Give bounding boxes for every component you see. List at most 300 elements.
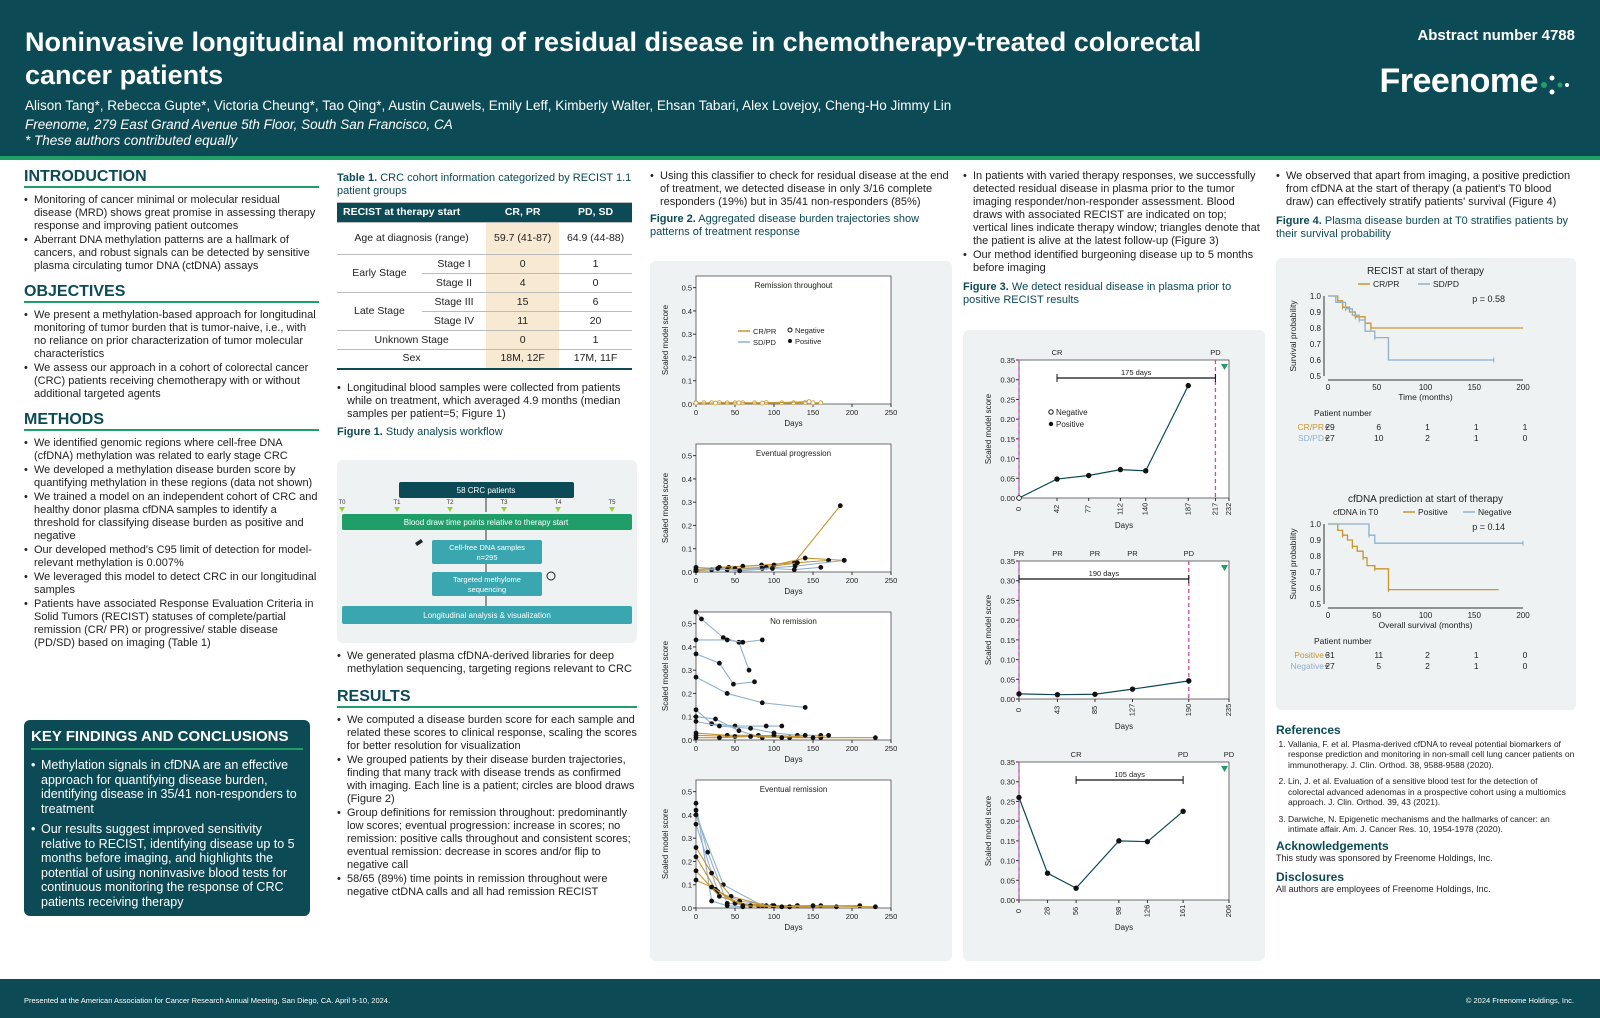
data-point	[780, 905, 784, 909]
data-point	[780, 736, 784, 740]
risk-value: 1	[1522, 422, 1528, 432]
recist-label: PD	[1177, 750, 1189, 759]
data-point	[753, 680, 757, 684]
x-tick-label: 0	[693, 408, 699, 417]
table-cell: Stage I	[422, 255, 486, 274]
risk-value: 2	[1425, 650, 1430, 660]
results-heading: RESULTS	[337, 690, 637, 708]
data-point	[749, 726, 753, 730]
x-tick-label: 200	[845, 408, 859, 417]
y-axis-label: Scaled model score	[984, 795, 993, 867]
workflow-blood: Blood draw time points relative to therapy start	[403, 518, 569, 527]
tube-icon	[415, 539, 423, 546]
data-point	[699, 617, 703, 621]
data-point	[1145, 839, 1150, 844]
risk-value: 5	[1376, 661, 1382, 671]
x-tick-label: 0	[693, 912, 699, 921]
x-axis-label: Overall survival (months)	[1378, 620, 1473, 630]
table1-caption-text: CRC cohort information categorized by RECIST 1.1 patient groups	[337, 172, 632, 197]
plot-frame	[696, 612, 891, 740]
data-point	[694, 708, 698, 712]
list-item: • We leveraged this model to detect CRC in our longitudinal samples	[24, 571, 319, 597]
risk-value: 31	[1325, 650, 1335, 660]
column-3	[650, 170, 950, 239]
data-point	[694, 855, 698, 859]
y-tick-label: 0.30	[1000, 375, 1015, 385]
x-tick-label: 200	[845, 912, 859, 921]
y-tick-label: 0.00	[1000, 494, 1015, 503]
x-axis-label: Days	[784, 419, 803, 428]
list-item: • We generated plasma cfDNA-derived libraries for deep methylation sequencing, targeting regions relevant to CRC	[337, 650, 637, 676]
y-tick-label: 0.8	[1309, 324, 1321, 333]
y-axis-label: Scaled model score	[661, 808, 670, 880]
x-tick-label: 50	[730, 408, 740, 417]
data-point	[694, 736, 698, 740]
legend-label: SD/PD	[753, 338, 776, 347]
list-item: • We observed that apart from imaging, a positive prediction from cfDNA at the start of therapy (a patient's T0 blood draw) can effectively stratify patients' survival (Figure 4)	[1276, 170, 1576, 209]
fig4-panel	[1276, 258, 1576, 710]
legend-marker	[1049, 422, 1053, 426]
legend-title: cfDNA in T0	[1333, 507, 1379, 517]
y-tick-label: 0.25	[1000, 395, 1015, 405]
data-point	[838, 504, 842, 508]
x-tick-label: 190	[1183, 703, 1193, 717]
recist-label: PR	[1013, 549, 1025, 558]
data-point	[717, 894, 721, 898]
data-point	[706, 850, 710, 854]
fig2-caption	[650, 213, 950, 239]
legend-label: CR/PR	[753, 327, 777, 336]
x-tick-label: 127	[1127, 703, 1137, 717]
y-tick-label: 0.15	[1000, 635, 1015, 645]
table-cell: Age at diagnosis (range)	[337, 223, 486, 255]
list-item: • Our developed method's C95 limit of detection for model-relevant methylation is 0.007%	[24, 544, 319, 570]
column-1	[24, 170, 319, 651]
x-tick-label: 0	[1014, 707, 1023, 713]
recist-label: PD	[1223, 750, 1235, 759]
poster-title: Noninvasive longitudinal monitoring of residual disease in chemotherapy-treated colorectal cancer patients	[25, 27, 1202, 90]
data-point	[725, 901, 729, 905]
y-tick-label: 0.4	[681, 474, 692, 484]
y-tick-label: 0.3	[681, 330, 692, 340]
fig1-caption-text: Study analysis workflow	[385, 425, 503, 438]
y-tick-label: 0.35	[1000, 557, 1015, 566]
column-4	[963, 170, 1263, 307]
data-point	[725, 691, 729, 695]
column-5	[1276, 170, 1576, 241]
data-point	[741, 564, 745, 568]
p-value: p = 0.14	[1472, 522, 1505, 532]
y-tick-label: 1.0	[1309, 520, 1321, 529]
data-point	[749, 735, 753, 739]
data-point	[807, 400, 811, 404]
data-point	[710, 885, 714, 889]
x-tick-label: 150	[1467, 383, 1481, 392]
key-findings-heading: KEY FINDINGS AND CONCLUSIONS	[31, 728, 303, 750]
legend-label: Negative	[1056, 408, 1088, 417]
legend-label: Positive	[1056, 420, 1085, 429]
fig3-panel	[963, 330, 1265, 961]
data-point	[716, 567, 720, 571]
list-item: • Patients have associated Response Evaluation Criteria in Solid Tumors (RECIST) statuses of complete/partial remission (CR/ PR) or progressive/ stable disease (PD/SD) based on imaging (Table 1)	[24, 598, 319, 650]
risk-row-label: Positive	[1294, 650, 1324, 660]
y-tick-label: 0.30	[1000, 576, 1015, 586]
data-point	[811, 904, 815, 908]
table-cell: Stage II	[422, 274, 486, 293]
x-tick-label: 56	[1071, 906, 1081, 916]
window-days-label: 190 days	[1088, 569, 1120, 578]
abstract-number: Abstract number 4788	[1417, 27, 1575, 44]
timepoint-marker	[501, 507, 507, 512]
table-cell: 17M, 11F	[559, 350, 632, 369]
timepoint-marker	[339, 507, 345, 512]
x-tick-label: 0	[1014, 506, 1023, 512]
data-point	[747, 668, 751, 672]
objectives-list	[24, 309, 319, 401]
y-tick-label: 0.00	[1000, 896, 1015, 905]
table-cell: 0	[486, 255, 559, 274]
data-point	[1086, 473, 1091, 478]
x-tick-label: 232	[1224, 502, 1233, 516]
references-section	[1276, 725, 1576, 895]
y-tick-label: 0.2	[681, 689, 692, 699]
x-tick-label: 250	[884, 408, 898, 417]
fig3-charts	[963, 330, 1265, 961]
table1-caption-label: Table 1.	[337, 172, 378, 184]
column-2-lower	[337, 650, 637, 900]
legend-label: SD/PD	[1433, 279, 1459, 289]
data-point	[694, 808, 698, 812]
fig3-caption-label: Figure 3.	[963, 281, 1009, 293]
data-point	[1017, 795, 1022, 800]
y-tick-label: 0.10	[1000, 856, 1015, 866]
recist-label: PR	[1127, 549, 1138, 558]
list-item: • We assess our approach in a cohort of colorectal cancer (CRC) patients receiving chemotherapy with or without additional targeted agents	[24, 362, 319, 401]
x-tick-label: 0	[693, 576, 699, 585]
y-axis-label: Scaled model score	[661, 640, 670, 712]
ack-heading: Acknowledgements	[1276, 838, 1389, 853]
workflow-analysis: Longitudinal analysis & visualization	[423, 611, 551, 620]
data-point	[1055, 692, 1060, 697]
y-tick-label: 0.3	[681, 834, 692, 844]
x-tick-label: 42	[1052, 504, 1062, 514]
y-tick-label: 0.7	[1309, 568, 1321, 577]
x-tick-label: 43	[1052, 705, 1062, 715]
equal-contribution-note: * These authors contributed equally	[25, 133, 238, 148]
y-tick-label: 0.9	[1309, 536, 1321, 545]
data-point	[827, 733, 831, 737]
fig2-caption-label: Figure 2.	[650, 213, 696, 225]
data-point	[694, 719, 698, 723]
data-point	[1074, 886, 1079, 891]
poster-header	[0, 0, 1600, 156]
libraries-list	[337, 650, 637, 676]
disc-text: All authors are employees of Freenome Holdings, Inc.	[1276, 884, 1491, 894]
legend-label: Negative	[795, 326, 825, 335]
risk-value: 11	[1374, 650, 1384, 660]
y-axis-label: Survival probability	[1288, 300, 1298, 372]
window-days-label: 175 days	[1120, 368, 1152, 377]
risk-value: 0	[1522, 433, 1528, 443]
workflow-meth-2: sequencing	[467, 585, 507, 594]
objectives-heading: OBJECTIVES	[24, 285, 319, 303]
x-tick-label: 200	[1516, 383, 1530, 392]
x-axis-label: Days	[1114, 722, 1134, 731]
y-tick-label: 0.3	[681, 498, 692, 508]
fig2-charts	[650, 261, 952, 961]
timepoint-marker	[555, 507, 561, 512]
data-point	[694, 675, 698, 679]
data-point	[1045, 871, 1050, 876]
x-tick-label: 98	[1113, 906, 1123, 916]
data-point	[737, 729, 741, 733]
risk-table-title: Patient number	[1314, 636, 1372, 646]
x-tick-label: 250	[884, 744, 898, 753]
data-point	[741, 640, 745, 644]
data-point	[714, 717, 718, 721]
table-cell: 1	[559, 255, 632, 274]
x-tick-label: 50	[1372, 611, 1382, 620]
list-item: • 58/65 (89%) time points in remission throughout were negative ctDNA calls and all had remission RECIST	[337, 873, 637, 899]
x-tick-label: 0	[1014, 908, 1023, 914]
y-tick-label: 0.00	[1000, 695, 1015, 704]
y-tick-label: 0.5	[681, 619, 692, 629]
data-point	[717, 736, 721, 740]
x-tick-label: 200	[845, 576, 859, 585]
y-tick-label: 0.5	[681, 787, 692, 797]
risk-row-label: Negative	[1290, 661, 1324, 671]
table1-caption	[337, 172, 637, 198]
ack-text: This study was sponsored by Freenome Holdings, Inc.	[1276, 853, 1493, 863]
y-tick-label: 0.05	[1000, 675, 1015, 685]
reference-item: 2. Lin, J. et al. Evaluation of a sensitive blood test for the detection of colorectal advanced adenomas in a prospective cohort using a multiomics approach. J. Clin. Orthod. 39, 43 (2021).	[1288, 776, 1576, 808]
legend-marker	[788, 339, 792, 343]
key-findings-list	[31, 758, 303, 909]
list-item: • In patients with varied therapy responses, we successfully detected residual disease in plasma prior to the tumor imaging responder/non-responder assessment. Blood draws with associated RECIST are indicated on top; vertical lines indicate therapy window; triangles denote that the patient is alive at the latest follow-up (Figure 3)	[963, 170, 1263, 248]
survival-list	[1276, 170, 1576, 209]
y-tick-label: 0.30	[1000, 777, 1015, 787]
chart-title: Eventual remission	[759, 785, 828, 794]
data-point	[803, 556, 807, 560]
risk-value: 2	[1425, 661, 1430, 671]
legend-marker	[1049, 410, 1053, 414]
cohort-list	[337, 382, 637, 421]
data-point	[694, 652, 698, 656]
timepoint-label: T3	[500, 500, 508, 506]
affiliation: Freenome, 279 East Grand Avenue 5th Floor, South San Francisco, CA	[25, 117, 453, 132]
table-cell: 20	[559, 312, 632, 331]
y-tick-label: 0.4	[681, 306, 692, 316]
x-tick-label: 50	[730, 744, 740, 753]
data-point	[811, 401, 815, 405]
workflow-cfdna: Cell-free DNA samples	[449, 543, 525, 552]
x-tick-label: 100	[767, 912, 781, 921]
y-tick-label: 0.0	[681, 904, 692, 913]
table-cell: Stage III	[422, 293, 486, 312]
table-cell: 1	[559, 331, 632, 350]
x-tick-label: 150	[806, 912, 820, 921]
data-point	[1055, 477, 1060, 482]
table-cell: Sex	[337, 350, 486, 369]
p-value: p = 0.58	[1472, 294, 1505, 304]
table-header: PD, SD	[559, 203, 632, 223]
data-point	[780, 724, 784, 728]
fig2-caption-text: Aggregated disease burden trajectories show patterns of treatment response	[650, 213, 920, 238]
data-point	[738, 569, 742, 573]
y-tick-label: 0.1	[681, 712, 692, 722]
y-tick-label: 0.3	[681, 666, 692, 676]
y-tick-label: 0.5	[1309, 372, 1321, 381]
timepoint-label: T1	[393, 500, 401, 506]
table-header: RECIST at therapy start	[337, 203, 486, 223]
header-stripe	[0, 156, 1600, 160]
table-header: CR, PR	[486, 203, 559, 223]
y-tick-label: 0.20	[1000, 817, 1015, 827]
timepoint-label: T5	[608, 500, 616, 506]
data-point	[1143, 468, 1148, 473]
poster-footer	[0, 979, 1600, 1018]
data-point	[760, 701, 764, 705]
y-tick-label: 0.25	[1000, 596, 1015, 606]
data-point	[770, 567, 774, 571]
y-tick-label: 1.0	[1309, 292, 1321, 301]
data-point	[741, 904, 745, 908]
x-tick-label: 250	[884, 912, 898, 921]
list-item: • We present a methylation-based approach for longitudinal monitoring of tumor burden that is tumor-naive, i.e., with no reliance on prior characterization of tumor molecular characteristics	[24, 309, 319, 361]
table-cell: Late Stage	[337, 293, 422, 331]
fig3-caption	[963, 281, 1263, 307]
data-point	[792, 401, 796, 405]
gear-icon	[547, 572, 555, 580]
y-tick-label: 0.5	[681, 283, 692, 293]
key-findings-box	[24, 720, 310, 916]
data-point	[737, 401, 741, 405]
column-2	[337, 172, 637, 439]
fig3-caption-text: We detect residual disease in plasma prior to positive RECIST results	[963, 281, 1232, 306]
table-cell: 0	[486, 331, 559, 350]
fig4-caption	[1276, 215, 1576, 241]
y-tick-label: 0.0	[681, 400, 692, 409]
recist-label: CR	[1070, 750, 1082, 759]
workflow-n: n=295	[476, 553, 498, 562]
x-axis-label: Days	[1114, 923, 1134, 932]
x-tick-label: 235	[1224, 703, 1233, 717]
x-tick-label: 217	[1210, 502, 1220, 516]
y-axis-label: Scaled model score	[984, 393, 993, 465]
x-tick-label: 140	[1140, 502, 1150, 516]
methods-heading: METHODS	[24, 413, 319, 431]
y-tick-label: 0.1	[681, 376, 692, 386]
y-tick-label: 0.4	[681, 642, 692, 652]
fig1-caption-label: Figure 1.	[337, 425, 383, 438]
x-tick-label: 161	[1178, 904, 1188, 918]
data-point	[1186, 679, 1191, 684]
x-tick-label: 150	[806, 576, 820, 585]
data-point	[760, 638, 764, 642]
y-tick-label: 0.2	[681, 857, 692, 867]
table-cell: 64.9 (44-88)	[559, 223, 632, 255]
logo-dots-icon	[1540, 72, 1570, 98]
x-axis-label: Days	[784, 755, 803, 764]
data-point	[1186, 383, 1191, 388]
data-point	[764, 724, 768, 728]
data-point	[717, 661, 721, 665]
timepoint-marker	[609, 507, 615, 512]
risk-value: 1	[1473, 661, 1479, 671]
x-tick-label: 187	[1183, 502, 1193, 516]
legend-marker	[788, 328, 792, 332]
classifier-list	[650, 170, 950, 209]
chart-title: Eventual progression	[755, 449, 832, 458]
window-days-label: 105 days	[1114, 770, 1145, 779]
fig4-charts	[1276, 258, 1576, 710]
chart-title: No remission	[770, 617, 817, 626]
table-cell: Stage IV	[422, 312, 486, 331]
data-point	[873, 736, 877, 740]
x-tick-label: 126	[1142, 904, 1152, 918]
x-tick-label: 100	[767, 744, 781, 753]
data-point	[721, 636, 725, 640]
data-point	[731, 682, 735, 686]
y-tick-label: 0.05	[1000, 876, 1015, 886]
risk-value: 0	[1522, 661, 1528, 671]
data-point	[694, 401, 698, 405]
survival-curve	[1328, 524, 1499, 590]
x-tick-label: 112	[1115, 503, 1125, 515]
data-point	[1181, 809, 1186, 814]
risk-value: 10	[1374, 433, 1384, 443]
data-point	[694, 638, 698, 642]
y-tick-label: 0.2	[681, 521, 692, 531]
results-list	[337, 714, 637, 899]
x-tick-label: 150	[806, 408, 820, 417]
data-point	[694, 813, 698, 817]
data-point	[710, 871, 714, 875]
plot-frame	[1019, 762, 1229, 900]
y-tick-label: 0.10	[1000, 454, 1015, 464]
table-cell: 6	[559, 293, 632, 312]
y-tick-label: 0.6	[1309, 584, 1321, 593]
risk-value: 27	[1325, 433, 1335, 443]
plot-frame	[1019, 561, 1229, 699]
references-heading: References	[1276, 723, 1341, 737]
y-tick-label: 0.0	[681, 736, 692, 745]
list-item: • We developed a methylation disease burden score by quantifying methylation in these regions (data not shown)	[24, 464, 319, 490]
risk-value: 1	[1425, 422, 1430, 432]
data-point	[1130, 687, 1135, 692]
x-tick-label: 50	[730, 576, 740, 585]
methods-list	[24, 437, 319, 650]
data-point	[1093, 692, 1098, 697]
recist-label: PD	[1210, 348, 1221, 357]
y-tick-label: 0.8	[1309, 552, 1321, 561]
data-point	[1017, 692, 1022, 697]
y-tick-label: 0.7	[1309, 340, 1321, 349]
intro-heading: INTRODUCTION	[24, 170, 319, 188]
data-point	[842, 558, 846, 562]
x-tick-label: 100	[767, 576, 781, 585]
y-tick-label: 0.5	[681, 451, 692, 461]
data-point	[873, 905, 877, 909]
risk-value: 27	[1325, 661, 1335, 671]
data-point	[694, 845, 698, 849]
risk-value: 1	[1473, 650, 1479, 660]
plot-frame	[1019, 360, 1229, 498]
x-tick-label: 100	[767, 408, 781, 417]
data-point	[694, 610, 698, 614]
list-item: • Aberrant DNA methylation patterns are a hallmark of cancers, and robust signals can be detected by sensitive plasma circulating tumor DNA (ctDNA) assays	[24, 234, 319, 273]
y-tick-label: 0.20	[1000, 616, 1015, 626]
